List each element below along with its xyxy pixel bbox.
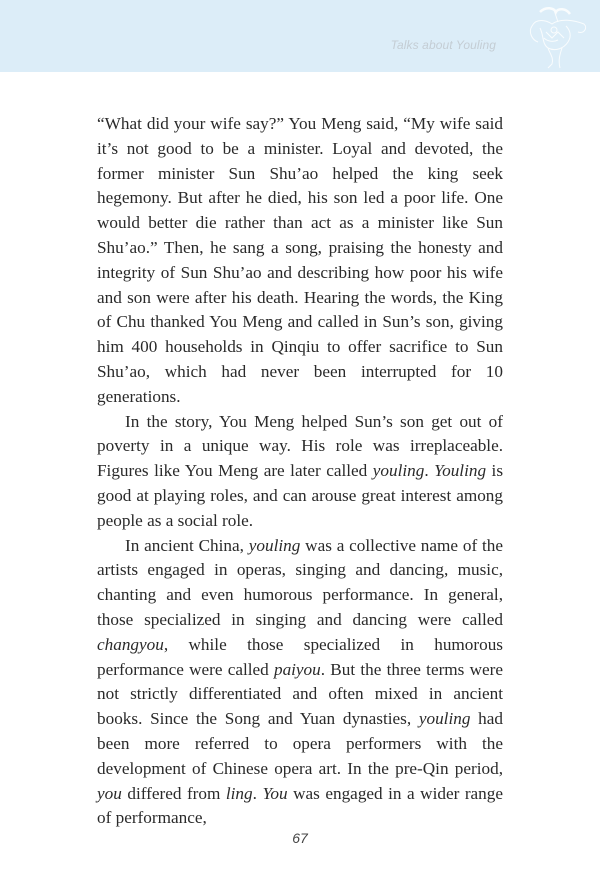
paragraph-1 (97, 112, 503, 410)
text-run: “What did your wife say?” You Meng said, “My wife said it’s not good to be a minister. Loyal and devoted, the former minister Sun Shu’ao helped the king seek hegemony. But after he died, his son led a poor life. One would better die rather than act as a minister like Sun Shu’ao.” Then, he sang a song, praising the honesty and integrity of Sun Shu’ao and describing how poor his wife and son were after his death. Hearing the words, the King of Chu thanked You Meng and called in Sun’s son, giving him 400 households in Qinqiu to offer sacrifice to Sun Shu’ao, which had never been interrupted for 10 generations. (97, 114, 503, 406)
dancing-figure-icon (518, 2, 592, 72)
italic-term: You (262, 783, 288, 803)
italic-term: Youling (434, 461, 487, 481)
italic-term: ling (225, 783, 253, 803)
text-run: was a collective name of the artists engaged in operas, singing and dancing, music, chanting and even humorous performance. In general, those specialized in singing and dancing were called (97, 535, 503, 629)
page-number: 67 (292, 830, 308, 846)
body-text (97, 112, 503, 831)
italic-term: you (97, 783, 122, 803)
running-title: Talks about Youling (390, 38, 496, 52)
text-run: is good at playing roles, and can arouse great interest among people as a social role. (97, 461, 504, 530)
text-run: . (252, 783, 263, 803)
text-run: . But the three terms were not strictly differentiated and often mixed in ancient books. Since the Song and Yuan dynasties, (97, 659, 503, 729)
italic-term: youling (418, 709, 471, 729)
text-run: . (424, 461, 435, 481)
running-header (0, 0, 600, 72)
text-run: , while those specialized in humorous performance were called (97, 634, 503, 679)
text-run: In ancient China, (125, 535, 249, 555)
text-run: was engaged in a wider range of performance, (97, 783, 503, 828)
text-run: differed from (121, 783, 226, 803)
italic-term: paiyou (273, 659, 321, 679)
text-run: In the story, You Meng helped Sun’s son get out of poverty in a unique way. His role was irreplaceable. Figures like You Meng are later called (97, 411, 503, 481)
italic-term: youling (248, 535, 301, 555)
italic-term: changyou (97, 634, 164, 654)
paragraph-3 (97, 534, 503, 832)
paragraph-2 (97, 410, 503, 534)
text-run: had been more referred to opera performers with the development of Chinese opera art. In the pre-Qin period, (97, 709, 503, 778)
italic-term: youling (372, 461, 425, 481)
